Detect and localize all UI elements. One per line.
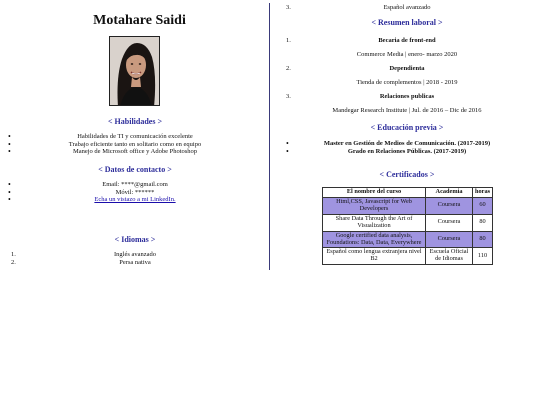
- profile-photo: [109, 36, 160, 106]
- work-title: < Resumen laboral >: [371, 18, 443, 27]
- skills-title: < Habilidades >: [107, 117, 163, 126]
- language-text: Español avanzado: [383, 4, 431, 11]
- education-list: [274, 140, 540, 156]
- right-column: [274, 0, 540, 405]
- column-header: horas: [473, 188, 493, 198]
- left-column: [0, 0, 270, 270]
- list-item: • Manejo de Microsoft office y Adobe Photoshop: [0, 148, 270, 156]
- list-item: [0, 259, 270, 267]
- list-item: • Trabajo eficiente tanto en solitario como en equipo: [0, 141, 270, 149]
- course-cell: Google certified data analysis, Foundations: Data, Data, Everywhere: [323, 231, 426, 248]
- hours-cell: 80: [473, 231, 493, 248]
- table-row: [323, 231, 493, 248]
- certificates-title: < Certificados >: [379, 170, 435, 179]
- list-number: 2.: [11, 258, 16, 266]
- language-text: Persa nativa: [119, 258, 151, 266]
- column-divider: [269, 3, 270, 270]
- list-number: 3.: [286, 93, 291, 100]
- list-item: • Habilidades de TI y comunicación excelente: [0, 133, 270, 141]
- linkedin-link[interactable]: Echa un vistazo a mi LinkedIn.: [94, 196, 176, 203]
- course-cell: Html,CSS, Javascript for Web Developers: [323, 197, 426, 214]
- certificates-table: [322, 187, 493, 265]
- language-text: Inglés avanzado: [113, 251, 157, 258]
- education-title: < Educación previa >: [370, 123, 444, 132]
- hours-cell: 110: [473, 248, 493, 265]
- table-row: [323, 197, 493, 214]
- email-item: • Email: ****@gmail.com: [0, 181, 270, 189]
- list-number: 1.: [11, 251, 16, 258]
- linkedin-item: [0, 196, 270, 204]
- column-header: El nombre del curso: [323, 188, 426, 198]
- academy-cell: Coursera: [426, 197, 473, 214]
- languages-title: < Idiomas >: [114, 235, 156, 244]
- academy-cell: Coursera: [426, 214, 473, 231]
- job-title: Dependienta: [389, 65, 425, 72]
- list-number: 2.: [286, 65, 291, 72]
- table-row: [323, 248, 493, 265]
- skills-list: [0, 133, 270, 156]
- list-item: • Grado en Relaciones Públicas. (2017-2019): [274, 148, 540, 156]
- column-header: Academia: [426, 188, 473, 198]
- hours-cell: 80: [473, 214, 493, 231]
- job-info: Mandegar Research Institute | Jul. de 2016 – Dic de 2016: [332, 107, 482, 114]
- list-item: [0, 251, 270, 259]
- contact-title: < Datos de contacto >: [98, 165, 172, 174]
- course-cell: Español como lengua extranjera nivel B2: [323, 248, 426, 265]
- profile-name: Motahare Saidi: [93, 13, 186, 28]
- academy-cell: Coursera: [426, 231, 473, 248]
- course-cell: Share Data Through the Art of Visualization: [323, 214, 426, 231]
- job-info: Tienda de complementos | 2018 - 2019: [356, 79, 458, 86]
- list-number: 3.: [286, 4, 291, 11]
- languages-list: [0, 251, 270, 266]
- academy-cell: Escuela Oficial de Idiomas: [426, 248, 473, 265]
- job-title: Relaciones publicas: [379, 93, 435, 100]
- job-info: Commerce Media | enero- marzo 2020: [356, 51, 458, 58]
- list-number: 1.: [286, 37, 291, 44]
- contact-list: [0, 181, 270, 204]
- mobile-item: • Móvil: ******: [0, 189, 270, 197]
- job-title: Becaria de front-end: [378, 37, 436, 44]
- table-header-row: [323, 188, 493, 198]
- hours-cell: 60: [473, 197, 493, 214]
- portrait-image: [110, 37, 160, 106]
- table-row: [323, 214, 493, 231]
- list-item: • Master en Gestión de Medios de Comunicación. (2017-2019): [274, 140, 540, 148]
